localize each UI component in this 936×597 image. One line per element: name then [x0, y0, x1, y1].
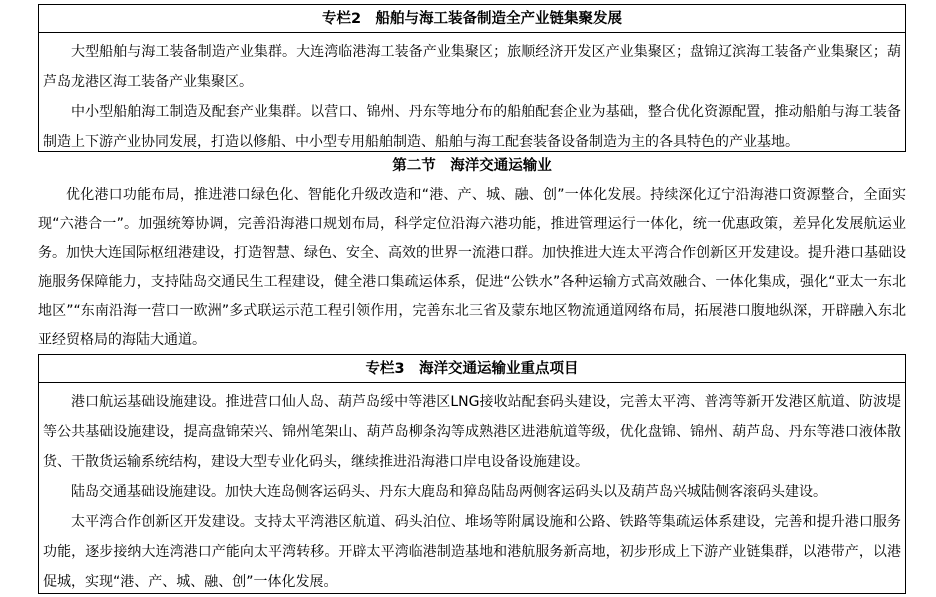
column-box-title: 专栏3 海洋交通运输业重点项目: [39, 355, 905, 383]
paragraph: 中小型船舶海工制造及配套产业集群。以营口、锦州、丹东等地分布的船舶配套企业为基础，整合优化资源配置，推动船舶与海工装备制造上下游产业协同发展，打造以修船、中小型专用船舶制造、船舶与海工配套装备设备制造为主的各具特色的产业基地。: [43, 104, 901, 150]
column-box-body: [39, 33, 905, 157]
paragraph: 太平湾合作创新区开发建设。支持太平湾港区航道、码头泊位、堆场等附属设施和公路、铁路等集疏运体系建设，完善和提升港口服务功能，逐步接纳大连湾港口产能向太平湾转移。开辟太平湾临港制造基地和港航服务新高地，初步形成上下游产业链集群，以港带产，以港促城，实现“港、产、城、融、创”一体化发展。: [43, 514, 901, 590]
column-box-3: [38, 354, 906, 594]
paragraph: 陆岛交通基础设施建设。加快大连岛侧客运码头、丹东大鹿岛和獐岛陆岛两侧客运码头以及葫芦岛兴城陆侧客滚码头建设。: [71, 484, 827, 500]
section-body: [38, 181, 906, 355]
paragraph: 大型船舶与海工装备制造产业集群。大连湾临港海工装备产业集聚区；旅顺经济开发区产业集聚区；盘锦辽滨海工装备产业集聚区；葫芦岛龙港区海工装备产业集聚区。: [43, 44, 901, 90]
paragraph: 港口航运基础设施建设。推进营口仙人岛、葫芦岛绥中等港区LNG接收站配套码头建设，完善太平湾、普湾等新开发港区航道、防波堤等公共基础设施建设，提高盘锦荣兴、锦州笔架山、葫芦岛柳条沟等成熟港区进港航道等级，优化盘锦、锦州、葫芦岛、丹东等港口液体散货、干散货运输系统结构，建设大型专业化码头，继续推进沿海港口岸电设备设施建设。: [43, 394, 901, 470]
section-heading: 第二节 海洋交通运输业: [392, 158, 552, 174]
column-box-2: [38, 4, 906, 152]
paragraph: 优化港口功能布局，推进港口绿色化、智能化升级改造和“港、产、城、融、创”一体化发展。持续深化辽宁沿海港口资源整合，全面实现“六港合一”。加强统筹协调，完善沿海港口规划布局，科学定位沿海六港功能，推进管理运行一体化，统一优惠政策，差异化发展航运业务。加快大连国际枢纽港建设，打造智慧、绿色、安全、高效的世界一流港口群。加快推进大连太平湾合作创新区开发建设。提升港口基础设施服务保障能力，支持陆岛交通民生工程建设，健全港口集疏运体系，促进“公铁水”各种运输方式高效融合、一体化集成，强化“亚太一东北地区”“东南沿海一营口一欧洲”多式联运示范工程引领作用，完善东北三省及蒙东地区物流通道网络布局，拓展港口腹地纵深，开辟融入东北亚经贸格局的海陆大通道。: [38, 187, 906, 348]
column-box-body: [39, 383, 905, 597]
column-box-title: 专栏2 船舶与海工装备制造全产业链集聚发展: [39, 5, 905, 33]
